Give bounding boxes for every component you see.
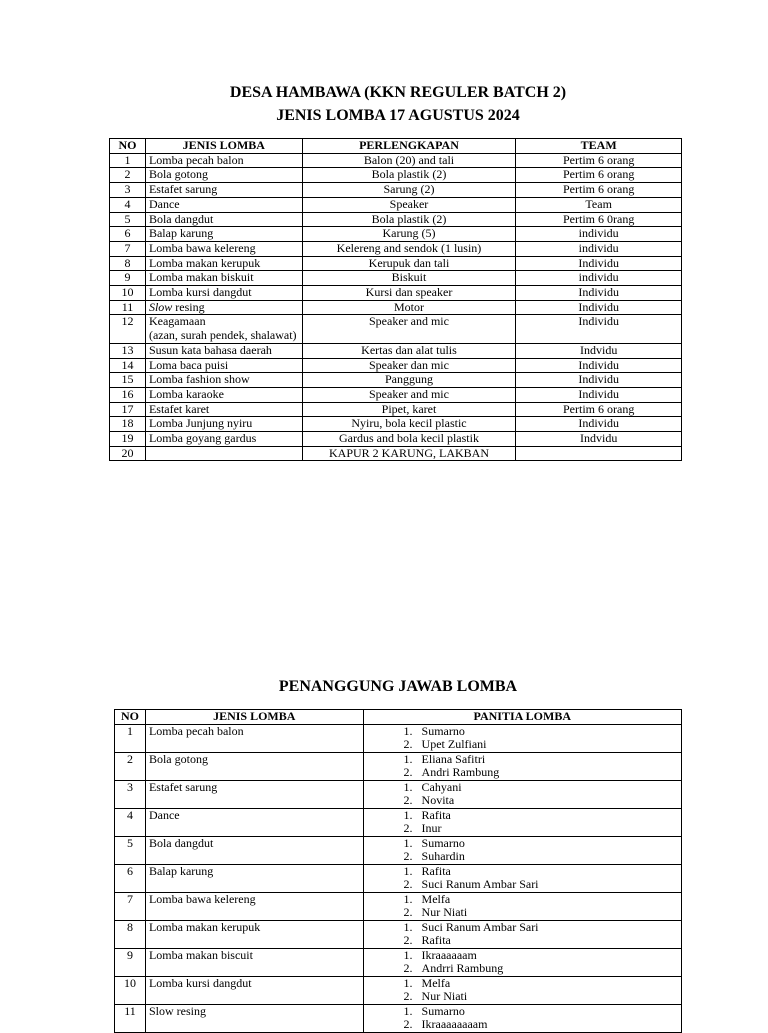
cell-perlengkapan: Sarung (2) bbox=[302, 183, 516, 198]
list-marker: 1. bbox=[403, 1003, 413, 1018]
cell-jenis-lomba bbox=[145, 153, 302, 168]
jenis-text: Estafet sarung bbox=[148, 182, 218, 197]
panitia-item-1 bbox=[367, 725, 678, 739]
cell-no: 3 bbox=[115, 780, 146, 808]
panitia-item-1 bbox=[367, 921, 678, 935]
cell-no: 14 bbox=[110, 358, 146, 373]
cell-team: Individu bbox=[516, 315, 682, 343]
cell-jenis-lomba: Lomba makan kerupuk bbox=[145, 920, 363, 948]
cell-perlengkapan: Kerupuk dan tali bbox=[302, 256, 516, 271]
table-row bbox=[110, 315, 682, 343]
cell-team: Pertim 6 orang bbox=[516, 183, 682, 198]
panitia-item-1 bbox=[367, 1005, 678, 1019]
cell-panitia-lomba bbox=[363, 948, 681, 976]
jenis-text: Bola dangdut bbox=[148, 211, 214, 226]
list-marker: 1. bbox=[403, 723, 413, 738]
panitia-name: Andri Rambung bbox=[421, 765, 500, 780]
cell-jenis-lomba bbox=[145, 343, 302, 358]
cell-no: 20 bbox=[110, 446, 146, 461]
cell-perlengkapan: KAPUR 2 KARUNG, LAKBAN bbox=[302, 446, 516, 461]
panitia-name: Inur bbox=[421, 821, 442, 836]
table-row bbox=[110, 286, 682, 301]
cell-panitia-lomba bbox=[363, 752, 681, 780]
jenis-text: Estafet karet bbox=[148, 401, 210, 416]
cell-jenis-lomba bbox=[145, 227, 302, 242]
panitia-item-2 bbox=[367, 822, 678, 836]
table-row bbox=[110, 446, 682, 461]
table-row bbox=[110, 387, 682, 402]
jenis-text: Dance bbox=[148, 196, 180, 211]
cell-no: 6 bbox=[115, 864, 146, 892]
column-header-no: NO bbox=[110, 139, 146, 154]
table-row bbox=[115, 1004, 682, 1032]
column-header-no: NO bbox=[115, 710, 146, 725]
list-marker: 1. bbox=[403, 835, 413, 850]
cell-team: Individu bbox=[516, 300, 682, 315]
table-header-row bbox=[110, 139, 682, 154]
committee-table bbox=[114, 709, 682, 1033]
jenis-text: Lomba Junjung nyiru bbox=[148, 416, 253, 431]
cell-no: 1 bbox=[110, 153, 146, 168]
cell-no: 11 bbox=[115, 1004, 146, 1032]
cell-perlengkapan: Nyiru, bola kecil plastic bbox=[302, 417, 516, 432]
table-row bbox=[110, 197, 682, 212]
table-row bbox=[110, 417, 682, 432]
table-row bbox=[110, 227, 682, 242]
cell-perlengkapan: Gardus and bola kecil plastik bbox=[302, 432, 516, 447]
panitia-name: Ikraaaaaaaam bbox=[421, 1017, 488, 1032]
table-row bbox=[110, 168, 682, 183]
panitia-item-1 bbox=[367, 977, 678, 991]
list-marker: 1. bbox=[403, 975, 413, 990]
cell-perlengkapan: Speaker bbox=[302, 197, 516, 212]
cell-jenis-lomba bbox=[145, 183, 302, 198]
cell-no: 2 bbox=[110, 168, 146, 183]
table-row bbox=[115, 752, 682, 780]
cell-no: 8 bbox=[115, 920, 146, 948]
list-marker: 1. bbox=[403, 863, 413, 878]
column-header-jenis-lomba: JENIS LOMBA bbox=[145, 710, 363, 725]
table-row bbox=[115, 836, 682, 864]
cell-panitia-lomba bbox=[363, 976, 681, 1004]
panitia-item-1 bbox=[367, 865, 678, 879]
list-marker: 1. bbox=[403, 779, 413, 794]
cell-perlengkapan: Pipet, karet bbox=[302, 402, 516, 417]
list-marker: 2. bbox=[403, 737, 413, 752]
cell-perlengkapan: Kertas dan alat tulis bbox=[302, 343, 516, 358]
panitia-item-2 bbox=[367, 850, 678, 864]
table-row bbox=[110, 241, 682, 256]
panitia-name: Cahyani bbox=[421, 779, 462, 794]
panitia-name: Suci Ranum Ambar Sari bbox=[421, 877, 539, 892]
panitia-name: Suhardin bbox=[421, 849, 465, 864]
cell-jenis-lomba bbox=[145, 402, 302, 417]
cell-no: 6 bbox=[110, 227, 146, 242]
cell-team: Team bbox=[516, 197, 682, 212]
cell-no: 9 bbox=[115, 948, 146, 976]
cell-perlengkapan: Speaker and mic bbox=[302, 315, 516, 343]
column-header-panitia-lomba: PANITIA LOMBA bbox=[363, 710, 681, 725]
cell-no: 19 bbox=[110, 432, 146, 447]
cell-perlengkapan: Bola plastik (2) bbox=[302, 168, 516, 183]
cell-no: 9 bbox=[110, 271, 146, 286]
table-row bbox=[110, 402, 682, 417]
panitia-item-2 bbox=[367, 990, 678, 1004]
cell-no: 17 bbox=[110, 402, 146, 417]
table-row bbox=[110, 256, 682, 271]
cell-jenis-lomba bbox=[145, 256, 302, 271]
list-marker: 2. bbox=[403, 849, 413, 864]
table-row bbox=[115, 808, 682, 836]
list-marker: 2. bbox=[403, 989, 413, 1004]
cell-jenis-lomba: Dance bbox=[145, 808, 363, 836]
cell-perlengkapan: Bola plastik (2) bbox=[302, 212, 516, 227]
document-subtitle: JENIS LOMBA 17 AGUSTUS 2024 bbox=[276, 107, 520, 124]
panitia-name: Sumarno bbox=[421, 1003, 465, 1018]
table-row bbox=[110, 271, 682, 286]
column-header-jenis-lomba: JENIS LOMBA bbox=[145, 139, 302, 154]
cell-panitia-lomba bbox=[363, 808, 681, 836]
cell-jenis-lomba: Lomba makan biscuit bbox=[145, 948, 363, 976]
panitia-item-1 bbox=[367, 949, 678, 963]
panitia-item-2 bbox=[367, 1018, 678, 1032]
cell-jenis-lomba bbox=[145, 300, 302, 315]
panitia-item-2 bbox=[367, 878, 678, 892]
cell-panitia-lomba bbox=[363, 864, 681, 892]
jenis-text: Lomba makan biskuit bbox=[148, 270, 254, 285]
jenis-rest: resing bbox=[172, 299, 205, 314]
cell-team: Pertim 6 orang bbox=[516, 402, 682, 417]
cell-no: 8 bbox=[110, 256, 146, 271]
list-marker: 2. bbox=[403, 933, 413, 948]
jenis-line1: Keagamaan bbox=[148, 314, 206, 329]
table-row bbox=[115, 780, 682, 808]
panitia-name: Upet Zulfiani bbox=[421, 737, 487, 752]
cell-no: 5 bbox=[115, 836, 146, 864]
cell-team: Pertim 6 orang bbox=[516, 168, 682, 183]
cell-jenis-lomba bbox=[145, 358, 302, 373]
table-row bbox=[110, 153, 682, 168]
cell-team: Individu bbox=[516, 387, 682, 402]
panitia-name: Nur Niati bbox=[421, 905, 468, 920]
cell-jenis-lomba bbox=[145, 446, 302, 461]
table-row bbox=[115, 892, 682, 920]
cell-team: individu bbox=[516, 271, 682, 286]
panitia-name: Andrri Rambung bbox=[421, 961, 504, 976]
cell-perlengkapan: Balon (20) and tali bbox=[302, 153, 516, 168]
panitia-item-2 bbox=[367, 794, 678, 808]
cell-perlengkapan: Biskuit bbox=[302, 271, 516, 286]
cell-team: Individu bbox=[516, 358, 682, 373]
panitia-name: Nur Niati bbox=[421, 989, 468, 1004]
cell-team: Individu bbox=[516, 286, 682, 301]
table-row bbox=[115, 976, 682, 1004]
cell-team: individu bbox=[516, 241, 682, 256]
cell-perlengkapan: Kelereng and sendok (1 lusin) bbox=[302, 241, 516, 256]
cell-perlengkapan: Speaker dan mic bbox=[302, 358, 516, 373]
competition-table bbox=[109, 138, 682, 461]
panitia-name: Rafita bbox=[421, 933, 451, 948]
cell-no: 13 bbox=[110, 343, 146, 358]
cell-panitia-lomba bbox=[363, 836, 681, 864]
list-marker: 1. bbox=[403, 919, 413, 934]
cell-team: Individu bbox=[516, 256, 682, 271]
panitia-name: Eliana Safitri bbox=[421, 751, 486, 766]
cell-no: 5 bbox=[110, 212, 146, 227]
cell-jenis-lomba: Lomba bawa kelereng bbox=[145, 892, 363, 920]
jenis-text: Lomba goyang gardus bbox=[148, 431, 257, 446]
cell-perlengkapan: Karung (5) bbox=[302, 227, 516, 242]
cell-jenis-lomba bbox=[145, 387, 302, 402]
table-row bbox=[115, 948, 682, 976]
cell-no: 18 bbox=[110, 417, 146, 432]
cell-jenis-lomba bbox=[145, 271, 302, 286]
cell-jenis-lomba bbox=[145, 212, 302, 227]
table-row bbox=[115, 864, 682, 892]
table-row bbox=[110, 300, 682, 315]
cell-jenis-lomba bbox=[145, 286, 302, 301]
panitia-item-2 bbox=[367, 738, 678, 752]
panitia-item-2 bbox=[367, 934, 678, 948]
cell-jenis-lomba: Slow resing bbox=[145, 1004, 363, 1032]
panitia-name: Sumarno bbox=[421, 835, 465, 850]
table-row bbox=[110, 373, 682, 388]
cell-jenis-lomba: Bola gotong bbox=[145, 752, 363, 780]
cell-team: individu bbox=[516, 227, 682, 242]
panitia-item-2 bbox=[367, 962, 678, 976]
list-marker: 1. bbox=[403, 751, 413, 766]
column-header-perlengkapan: PERLENGKAPAN bbox=[302, 139, 516, 154]
panitia-name: Rafita bbox=[421, 807, 451, 822]
cell-panitia-lomba bbox=[363, 724, 681, 752]
panitia-name: Rafita bbox=[421, 863, 451, 878]
cell-perlengkapan: Panggung bbox=[302, 373, 516, 388]
cell-team: Individu bbox=[516, 373, 682, 388]
list-marker: 2. bbox=[403, 1017, 413, 1032]
list-marker: 2. bbox=[403, 821, 413, 836]
cell-team: Indvidu bbox=[516, 343, 682, 358]
cell-jenis-lomba bbox=[145, 197, 302, 212]
cell-no: 7 bbox=[110, 241, 146, 256]
jenis-text: Lomba karaoke bbox=[148, 386, 224, 401]
cell-no: 10 bbox=[115, 976, 146, 1004]
list-marker: 2. bbox=[403, 905, 413, 920]
cell-no: 12 bbox=[110, 315, 146, 343]
panitia-item-1 bbox=[367, 753, 678, 767]
cell-perlengkapan: Kursi dan speaker bbox=[302, 286, 516, 301]
cell-no: 4 bbox=[115, 808, 146, 836]
table-row bbox=[110, 343, 682, 358]
cell-panitia-lomba bbox=[363, 892, 681, 920]
table-row bbox=[110, 183, 682, 198]
cell-team: Pertim 6 0rang bbox=[516, 212, 682, 227]
cell-no: 16 bbox=[110, 387, 146, 402]
jenis-text: Lomba pecah balon bbox=[148, 152, 244, 167]
cell-jenis-lomba bbox=[145, 168, 302, 183]
cell-jenis-lomba: Bola dangdut bbox=[145, 836, 363, 864]
table-header-row bbox=[115, 710, 682, 725]
list-marker: 1. bbox=[403, 891, 413, 906]
panitia-name: Sumarno bbox=[421, 723, 465, 738]
list-marker: 2. bbox=[403, 961, 413, 976]
cell-team: Indvidu bbox=[516, 432, 682, 447]
list-marker: 1. bbox=[403, 947, 413, 962]
panitia-name: Suci Ranum Ambar Sari bbox=[421, 919, 539, 934]
jenis-text: Lomba fashion show bbox=[148, 372, 250, 387]
document-title: DESA HAMBAWA (KKN REGULER BATCH 2) bbox=[229, 84, 567, 101]
section-title: PENANGGUNG JAWAB LOMBA bbox=[278, 678, 518, 695]
cell-no: 3 bbox=[110, 183, 146, 198]
panitia-item-2 bbox=[367, 906, 678, 920]
panitia-item-2 bbox=[367, 766, 678, 780]
list-marker: 2. bbox=[403, 765, 413, 780]
cell-no: 7 bbox=[115, 892, 146, 920]
jenis-text: Lomba kursi dangdut bbox=[148, 285, 252, 300]
jenis-text: Susun kata bahasa daerah bbox=[148, 342, 272, 357]
table-row bbox=[115, 920, 682, 948]
cell-jenis-lomba: Estafet sarung bbox=[145, 780, 363, 808]
jenis-text: Lomba makan kerupuk bbox=[148, 255, 261, 270]
cell-no: 1 bbox=[115, 724, 146, 752]
cell-no: 2 bbox=[115, 752, 146, 780]
jenis-text: Balap karung bbox=[148, 226, 214, 241]
list-marker: 2. bbox=[403, 793, 413, 808]
cell-no: 4 bbox=[110, 197, 146, 212]
cell-team: Individu bbox=[516, 417, 682, 432]
list-marker: 1. bbox=[403, 807, 413, 822]
panitia-name: Melfa bbox=[421, 975, 451, 990]
cell-jenis-lomba bbox=[145, 373, 302, 388]
cell-no: 11 bbox=[110, 300, 146, 315]
cell-perlengkapan: Speaker and mic bbox=[302, 387, 516, 402]
panitia-name: Novita bbox=[421, 793, 455, 808]
cell-panitia-lomba bbox=[363, 780, 681, 808]
jenis-text: Lomba bawa kelereng bbox=[148, 240, 256, 255]
list-marker: 2. bbox=[403, 877, 413, 892]
panitia-item-1 bbox=[367, 837, 678, 851]
table-row bbox=[115, 724, 682, 752]
jenis-text: Loma baca puisi bbox=[148, 357, 229, 372]
cell-panitia-lomba bbox=[363, 920, 681, 948]
cell-team bbox=[516, 446, 682, 461]
cell-panitia-lomba bbox=[363, 1004, 681, 1032]
cell-jenis-lomba bbox=[145, 432, 302, 447]
table-row bbox=[110, 358, 682, 373]
column-header-team: TEAM bbox=[516, 139, 682, 154]
cell-jenis-lomba: Lomba pecah balon bbox=[145, 724, 363, 752]
panitia-item-1 bbox=[367, 781, 678, 795]
cell-perlengkapan: Motor bbox=[302, 300, 516, 315]
cell-jenis-lomba: Balap karung bbox=[145, 864, 363, 892]
panitia-name: Melfa bbox=[421, 891, 451, 906]
table-row bbox=[110, 432, 682, 447]
jenis-line2: (azan, surah pendek, shalawat) bbox=[148, 328, 297, 343]
cell-jenis-lomba bbox=[145, 241, 302, 256]
panitia-item-1 bbox=[367, 893, 678, 907]
cell-jenis-lomba bbox=[145, 315, 302, 343]
cell-jenis-lomba: Lomba kursi dangdut bbox=[145, 976, 363, 1004]
panitia-item-1 bbox=[367, 809, 678, 823]
table-row bbox=[110, 212, 682, 227]
jenis-italic: Slow bbox=[148, 299, 173, 314]
cell-jenis-lomba bbox=[145, 417, 302, 432]
cell-team: Pertim 6 orang bbox=[516, 153, 682, 168]
cell-no: 15 bbox=[110, 373, 146, 388]
cell-no: 10 bbox=[110, 286, 146, 301]
jenis-text: Bola gotong bbox=[148, 167, 208, 182]
panitia-name: Ikraaaaaam bbox=[421, 947, 477, 962]
